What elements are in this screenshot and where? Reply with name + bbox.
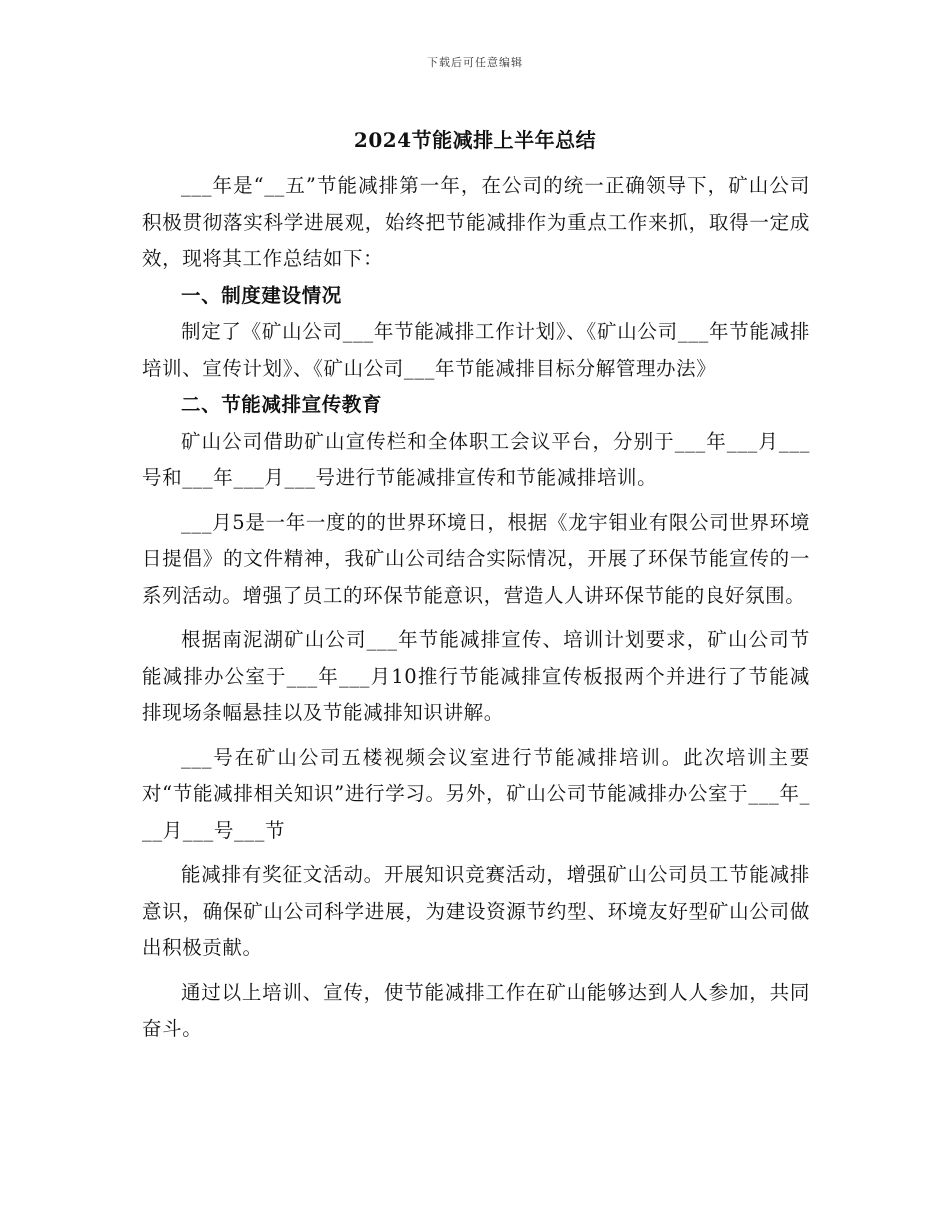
training-paragraph: ___号在矿山公司五楼视频会议室进行节能减排培训。此次培训主要对“节能减排相关知识”进行学习。另外，矿山公司节能减排办公室于___年___月___号___节 bbox=[142, 745, 810, 842]
document-title: 2024节能减排上半年总结 bbox=[353, 128, 597, 152]
header-note: 下载后可任意编辑 bbox=[427, 56, 523, 69]
board-paragraph: 根据南泥湖矿山公司___年节能减排宣传、培训计划要求，矿山公司节能减排办公室于___年___月10推行节能减排宣传板报两个并进行了节能减排现场条幅悬挂以及节能减排知识讲解。 bbox=[142, 628, 810, 724]
system-paragraph: 制定了《矿山公司___年节能减排工作计划》、《矿山公司___年节能减排培训、宣传计划》、《矿山公司___年节能减排目标分解管理办法》 bbox=[142, 320, 810, 380]
conclusion-paragraph: 通过以上培训、宣传，使节能减排工作在矿山能够达到人人参加，共同奋斗。 bbox=[142, 980, 810, 1040]
intro-paragraph: ___年是“__五”节能减排第一年，在公司的统一正确领导下，矿山公司积极贯彻落实科学进展观，始终把节能减排作为重点工作来抓，取得一定成效，现将其工作总结如下： bbox=[142, 174, 810, 270]
section-heading-publicity: 二、节能减排宣传教育 bbox=[181, 393, 383, 416]
essay-paragraph: 能减排有奖征文活动。开展知识竞赛活动，增强矿山公司员工节能减排意识，确保矿山公司科学进展，为建设资源节约型、环境友好型矿山公司做出积极贡献。 bbox=[142, 863, 810, 959]
section-heading-system: 一、制度建设情况 bbox=[181, 283, 342, 307]
publicity-paragraph: 矿山公司借助矿山宣传栏和全体职工会议平台，分别于___年___月___号和___年___月___号进行节能减排宣传和节能减排培训。 bbox=[142, 429, 810, 489]
document-body bbox=[142, 168, 810, 1048]
environment-day-paragraph: ___月5是一年一度的的世界环境日，根据《龙宇钼业有限公司世界环境日提倡》的文件精神，我矿山公司结合实际情况，开展了环保节能宣传的一系列活动。增强了员工的环保节能意识，营造人人讲环保节能的良好氛围。 bbox=[142, 510, 810, 607]
